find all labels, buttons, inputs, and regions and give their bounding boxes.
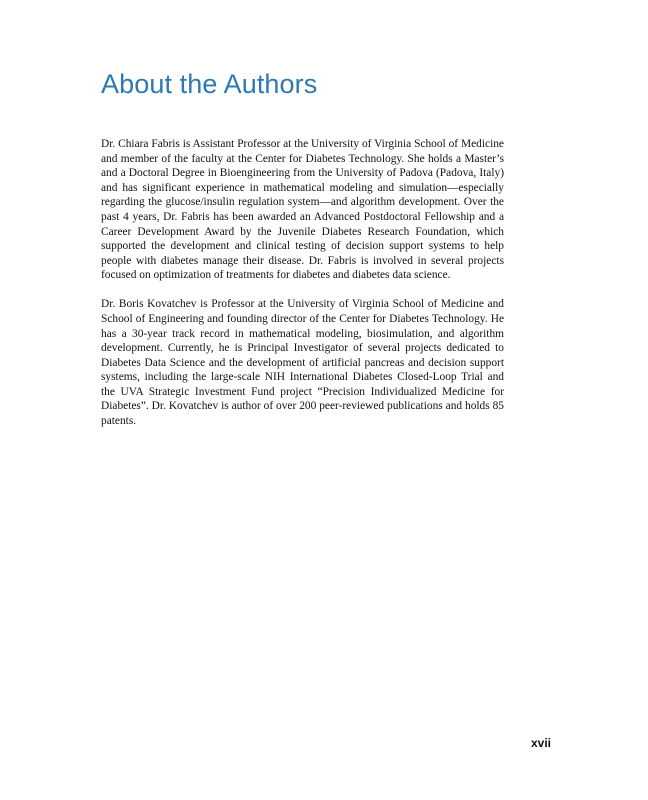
author-bio-fabris: Dr. Chiara Fabris is Assistant Professor at the University of Virginia School of Medicine and member of the faculty at the Center for Diabetes Technology. She holds a Master’s and a Doctoral Degree in Bioengineering from the University of Padova (Padova, Italy) and has significant experience in mathematical modeling and simulation—especially regarding the glucose/insulin regulation system—and algorithm development. Over the past 4 years, Dr. Fabris has been awarded an Advanced Postdoctoral Fellowship and a Career Development Award by the Juvenile Diabetes Research Foundation, which supported the development and clinical testing of decision support systems to help people with diabetes manage their disease. Dr. Fabris is involved in several projects focused on optimization of treatments for diabetes and diabetes data science.	[101, 138, 504, 282]
page-number: xvii	[530, 736, 551, 750]
author-bios	[101, 137, 504, 429]
chapter-title: About the Authors	[101, 69, 318, 99]
author-bio-kovatchev: Dr. Boris Kovatchev is Professor at the University of Virginia School of Medicine and School of Engineering and founding director of the Center for Diabetes Technology. He has a 30-year track record in mathematical modeling, biosimulation, and algorithm development. Currently, he is Principal Investigator of several projects dedicated to Diabetes Data Science and the development of artificial pancreas and decision support systems, including the large-scale NIH International Diabetes Closed-Loop Trial and the UVA Strategic Investment Fund project “Precision Individualized Medicine for Diabetes”. Dr. Kovatchev is author of over 200 peer-reviewed publications and holds 85 patents.	[101, 298, 504, 428]
